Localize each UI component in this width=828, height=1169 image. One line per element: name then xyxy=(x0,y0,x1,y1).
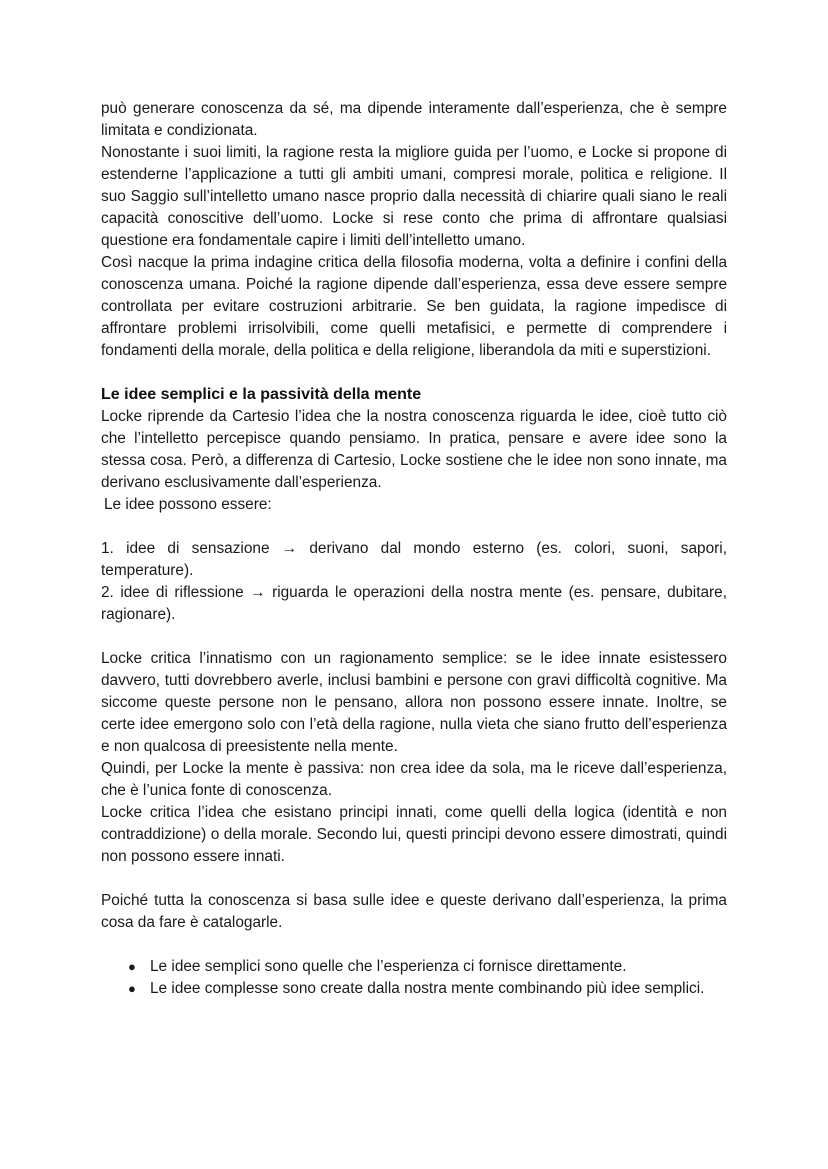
paragraph-innatism-critique: Locke critica l’innatismo con un ragionamento semplice: se le idee innate esistessero davvero, tutti dovrebbero averle, inclusi bambini e persone con gravi difficoltà cognitive. Ma siccome queste persone non le pensano, allora non possono essere innate. Inoltre, se certe idee emergono solo con l’età della ragione, nulla vieta che siano frutto dell’esperienza e non qualcosa di preesistente nella mente. xyxy=(101,650,727,755)
bullet-icon: ● xyxy=(128,981,136,996)
spacer xyxy=(101,516,727,538)
paragraph-section-intro: Locke riprende da Cartesio l’idea che la nostra conoscenza riguarda le idee, cioè tutto ciò che l’intelletto percepisce quando pensiamo. In pratica, pensare e avere idee sono la stessa cosa. Però, a differenza di Cartesio, Locke sostiene che le idee non sono innate, ma derivano esclusivamente dall’esperienza. xyxy=(101,408,727,491)
bullet-list xyxy=(101,956,727,1000)
spacer xyxy=(101,362,727,384)
bullet-text: Le idee complesse sono create dalla nostra mente combinando più idee semplici. xyxy=(150,980,705,997)
bullet-item-complex-ideas xyxy=(101,978,727,1000)
paragraph-innate-principles: Locke critica l’idea che esistano principi innati, come quelli della logica (identità e non contraddizione) o della morale. Secondo lui, questi principi devono essere dimostrati, quindi non possono essere innati. xyxy=(101,804,727,865)
paragraph-reason-guide: Nonostante i suoi limiti, la ragione resta la migliore guida per l’uomo, e Locke si propone di estenderne l’applicazione a tutti gli ambiti umani, compresi morale, politica e religione. Il suo Saggio sull’intelletto umano nasce proprio dalla necessità di chiarire quali siano le reali capacità conoscitive dell’uomo. Locke si rese conto che prima di affrontare qualsiasi questione era fondamentale capire i limiti dell’intelletto umano. xyxy=(101,144,727,249)
spacer xyxy=(101,626,727,648)
bullet-text: Le idee semplici sono quelle che l’esperienza ci fornisce direttamente. xyxy=(150,958,627,975)
bullet-item-simple-ideas xyxy=(101,956,727,978)
section-heading: Le idee semplici e la passività della mente xyxy=(101,386,422,403)
paragraph-passive-mind: Quindi, per Locke la mente è passiva: non crea idee da sola, ma le riceve dall’esperienza, che è l’unica fonte di conoscenza. xyxy=(101,760,727,799)
paragraph-reason-limits: può generare conoscenza da sé, ma dipende interamente dall’esperienza, che è sempre limitata e condizionata. xyxy=(101,100,727,139)
spacer xyxy=(101,868,727,890)
numbered-item-sensation: 1. idee di sensazione → derivano dal mondo esterno (es. colori, suoni, sapori, temperature). xyxy=(101,540,727,579)
document-page xyxy=(101,98,727,1000)
paragraph-critical-inquiry: Così nacque la prima indagine critica della filosofia moderna, volta a definire i confini della conoscenza umana. Poiché la ragione dipende dall’esperienza, essa deve essere sempre controllata per evitare costruzioni arbitrarie. Se ben guidata, la ragione impedisce di affrontare problemi irrisolvibili, come quelli metafisici, e permette di comprendere i fondamenti della morale, della politica e della religione, liberandola da miti e superstizioni. xyxy=(101,254,727,359)
bullet-icon: ● xyxy=(128,959,136,974)
numbered-item-reflection: 2. idee di riflessione → riguarda le operazioni della nostra mente (es. pensare, dubitare, ragionare). xyxy=(101,584,727,623)
spacer xyxy=(101,934,727,956)
list-lead-text: Le idee possono essere: xyxy=(104,496,272,513)
paragraph-catalog: Poiché tutta la conoscenza si basa sulle idee e queste derivano dall’esperienza, la prima cosa da fare è catalogarle. xyxy=(101,892,727,931)
